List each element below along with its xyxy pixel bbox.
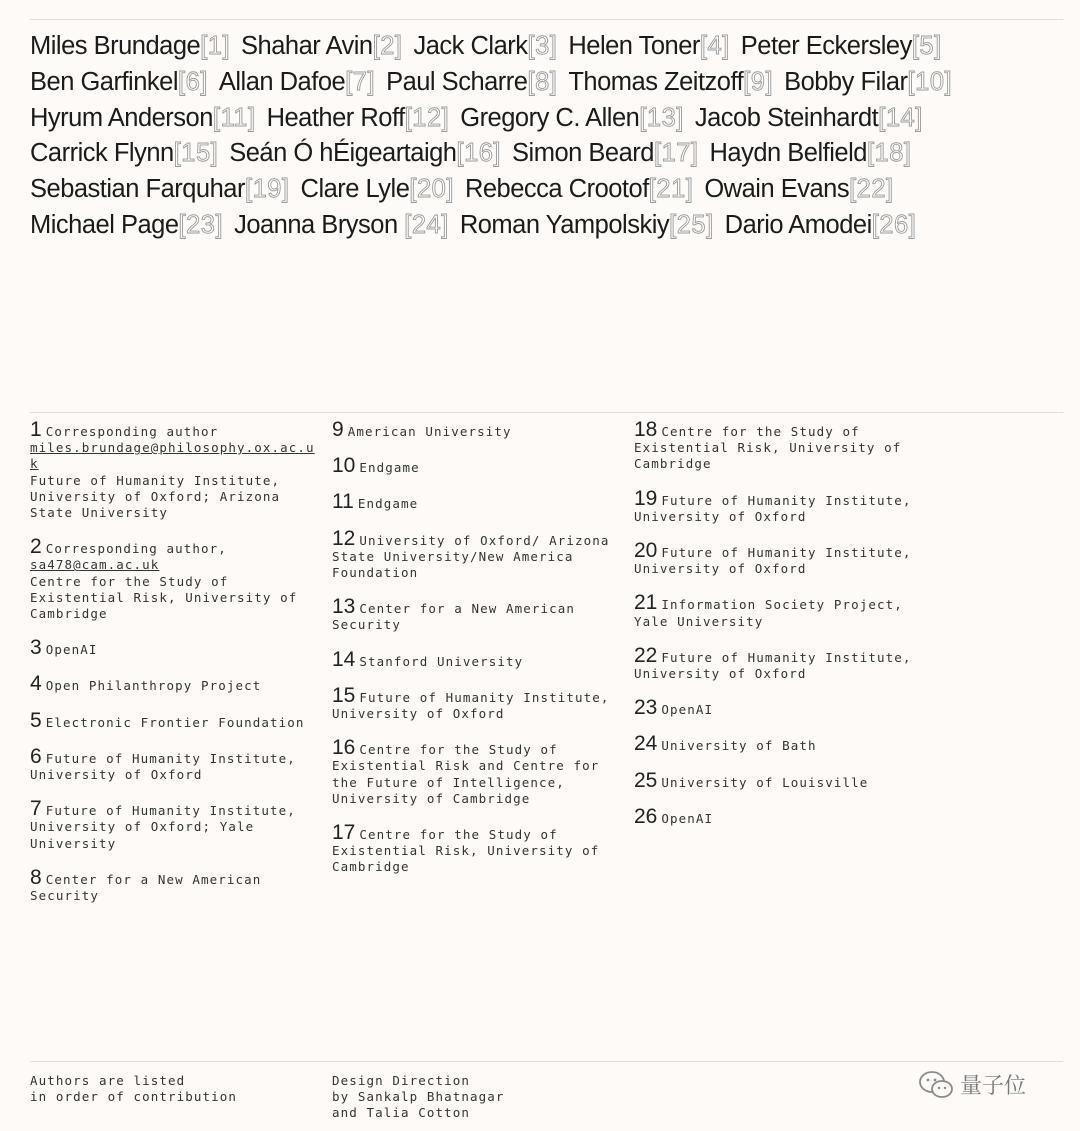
affiliations-column-3 [634,418,924,845]
author-name: Miles Brundage [30,32,201,60]
affiliation-text: Information Society Project, Yale University [634,597,903,629]
affiliation-note [332,647,622,671]
author-name: Rebecca Crootof [464,175,649,204]
affiliation-number: 3 [30,636,42,660]
author-name: Ben Garfinkel [30,67,178,96]
author-footnote-ref[interactable]: [16] [456,139,502,168]
author-order-note: Authors are listed in order of contribution [30,1073,238,1105]
author [460,101,684,137]
affiliation-text: OpenAI [45,642,98,658]
email-link[interactable]: miles.brundage@philosophy.ox.ac.uk [30,440,315,472]
author-name: Simon Beard [512,139,654,168]
affiliation-number: 14 [332,647,356,671]
author [741,29,942,65]
author [301,172,454,208]
affiliation-text: OpenAI [661,702,714,718]
author [460,208,714,244]
affiliation-note [332,418,622,441]
affiliation-note [332,490,622,514]
affiliation-text: Future of Humanity Institute, University of Oxford [634,649,912,682]
author [725,208,917,244]
author-name: Hyrum Anderson [30,103,213,132]
affiliation-number: 19 [634,486,658,510]
affiliation-text: Future of Humanity Institute, University of Oxford [634,545,912,577]
author-footnote-ref[interactable]: [1] [200,32,231,60]
author-name: Roman Yampolskiy [459,210,670,239]
affiliation-note [634,591,924,629]
affiliation-text: University of Louisville [661,774,869,790]
affiliation-number: 5 [30,708,42,732]
author [512,136,698,172]
author-footnote-ref[interactable]: [4] [699,32,730,60]
author [465,172,693,208]
author [30,208,223,244]
affiliation-text: Future of Humanity Institute, University of Oxford; Yale University [30,803,296,851]
affiliation-note [332,526,622,582]
affiliation-text: Centre for the Study of Existential Risk, University of Cambridge [634,424,902,472]
affiliation-number: 18 [634,418,658,441]
author-name: Helen Toner [568,32,700,60]
affiliation-note [30,636,320,660]
author-footnote-ref[interactable]: [25] [669,210,714,239]
author-name: Heather Roff [266,103,405,132]
author [386,65,557,101]
affiliation-note [634,418,924,473]
author-footnote-ref[interactable]: [9] [743,67,774,96]
affiliation-number: 23 [634,696,658,720]
author-name: Jacob Steinhardt [694,103,879,132]
author-name: Jack Clark [413,32,528,60]
author [413,29,557,65]
author-list [30,29,1070,244]
affiliation-text: Future of Humanity Institute, University of Oxford [30,750,296,783]
author [30,136,218,172]
affiliation-number: 11 [332,490,354,514]
author [267,101,450,137]
affiliation-text: Endgame [357,496,419,512]
author-name: Joanna Bryson [234,210,405,239]
affiliation-note [634,804,924,828]
author-footnote-ref[interactable]: [11] [212,103,256,132]
affiliation-text: Future of Humanity Institute, University of Oxford [332,689,610,722]
affiliation-text: Centre for the Study of Existential Risk and Centre for the Future of Intelligence, University of Cambridge [332,742,600,806]
author [704,172,893,208]
affiliation-text: University of Oxford/ Arizona State University/New America Foundation [332,532,610,581]
affiliation-number: 10 [332,454,356,478]
author-footnote-ref[interactable]: [13] [639,103,684,132]
email-link[interactable]: sa478@cam.ac.uk [30,557,160,573]
author-name: Gregory C. Allen [460,103,640,132]
affiliation-note [30,535,320,622]
affiliation-note [332,821,622,876]
author-footnote-ref[interactable]: [24] [404,210,449,239]
affiliation-number: 13 [332,595,356,619]
author-footnote-ref[interactable]: [22] [849,175,894,204]
author-footnote-ref[interactable]: [21] [648,175,694,204]
author-footnote-ref[interactable]: [26] [871,210,917,239]
affiliation-note [332,454,622,478]
affiliation-note [634,696,924,720]
author [30,101,256,137]
affiliation-number: 6 [30,744,42,768]
affiliation-text: Future of Humanity Institute, University of Oxford [634,492,912,524]
author [234,208,449,244]
affiliation-number: 2 [30,535,42,559]
affiliation-number: 22 [634,643,658,667]
author-footnote-ref[interactable]: [2] [372,32,403,60]
author-name: Paul Scharre [386,67,528,96]
affiliation-number: 25 [634,768,658,792]
author-name: Owain Evans [704,175,850,204]
author [568,65,773,101]
affiliation-note [30,418,320,521]
author-name: Shahar Avin [241,32,373,60]
author-footnote-ref[interactable]: [17] [653,139,699,168]
affiliation-note [30,672,320,696]
author-footnote-ref[interactable]: [5] [911,32,942,60]
affiliation-note [30,865,320,904]
affiliation-number: 24 [634,732,658,756]
author-name: Sebastian Farquhar [30,175,245,204]
affiliation-note [332,595,622,633]
author-footnote-ref[interactable]: [19] [244,175,290,204]
author-name: Michael Page [30,210,179,239]
affiliation-number: 21 [634,591,658,615]
affiliation-number: 26 [634,804,658,828]
watermark-text: 量子位 [960,1074,1027,1099]
author-name: Carrick Flynn [30,139,174,168]
middle-rule [30,412,1063,413]
affiliation-note [30,744,320,783]
affiliation-note [634,768,924,792]
author-footnote-ref[interactable]: [10] [907,67,953,96]
author [219,65,375,101]
affiliation-number: 7 [30,797,42,821]
affiliation-text: Electronic Frontier Foundation [45,714,305,730]
author-name: Thomas Zeitzoff [568,67,744,96]
affiliation-text: American University [347,424,512,439]
author [710,136,912,172]
author-name: Haydn Belfield [709,139,867,168]
author-footnote-ref[interactable]: [15] [173,139,219,168]
author-footnote-ref[interactable]: [12] [404,103,450,132]
author-name: Seán Ó hÉigeartaigh [229,139,457,168]
corresponding-author-label: Corresponding author, [45,541,227,557]
affiliation-text: Centre for the Study of Existential Risk, University of Cambridge [332,827,600,875]
author-footnote-ref[interactable]: [14] [878,103,923,132]
affiliation-text: University of Bath [661,738,817,754]
author-name: Clare Lyle [300,175,410,204]
affiliation-text: Endgame [359,460,420,476]
watermark [918,1069,1026,1100]
author-footnote-ref[interactable]: [20] [409,175,454,204]
author-name: Bobby Filar [784,67,908,96]
affiliation-note [30,797,320,852]
affiliation-text: OpenAI [661,810,714,826]
affiliation-number: 12 [332,526,356,550]
author-footnote-ref[interactable]: [8] [527,67,558,96]
design-credit: Design Direction by Sankalp Bhatnagar and Talia Cotton [332,1073,505,1121]
author-footnote-ref[interactable]: [18] [866,139,912,168]
author [568,29,729,65]
author-name: Allan Dafoe [218,67,346,96]
affiliation-note [634,643,924,682]
affiliation-note [634,486,924,525]
author-footnote-ref[interactable]: [3] [527,32,558,60]
affiliation-note [30,708,320,732]
affiliation-text: Center for a New American Security [30,871,262,904]
author [229,136,501,172]
affiliation-note [332,683,622,722]
affiliation-number: 20 [634,539,658,563]
affiliation-note [332,736,622,807]
author [784,65,952,101]
affiliation-text: Future of Humanity Institute, University of Oxford; Arizona State University [30,472,281,521]
author-footnote-ref[interactable]: [6] [178,67,208,96]
affiliations-column-1 [30,418,320,922]
affiliation-number: 9 [332,418,344,441]
affiliation-text: Open Philanthropy Project [45,678,262,694]
top-rule [30,19,1063,20]
affiliation-text: Stanford University [359,653,524,669]
affiliation-number: 17 [332,821,356,845]
corresponding-author-label: Corresponding author [45,424,219,439]
author-footnote-ref[interactable]: [23] [178,210,224,239]
author-name: Dario Amodei [724,210,872,239]
affiliation-text: Centre for the Study of Existential Risk, University of Cambridge [30,573,298,622]
affiliation-text: Center for a New American Security [332,601,576,633]
affiliation-number: 8 [30,865,42,889]
author [30,172,290,208]
affiliation-note [634,732,924,756]
bottom-rule [30,1061,1063,1062]
author [695,101,923,137]
author [30,65,208,101]
affiliation-number: 1 [30,418,42,441]
author-footnote-ref[interactable]: [7] [345,67,376,96]
affiliation-note [634,539,924,577]
affiliation-number: 4 [30,672,42,696]
author-name: Peter Eckersley [740,32,912,60]
affiliations-column-2 [332,418,622,894]
affiliation-number: 16 [332,736,356,760]
author [30,29,230,65]
author [241,29,402,65]
wechat-icon [918,1070,954,1100]
affiliation-number: 15 [332,683,356,707]
